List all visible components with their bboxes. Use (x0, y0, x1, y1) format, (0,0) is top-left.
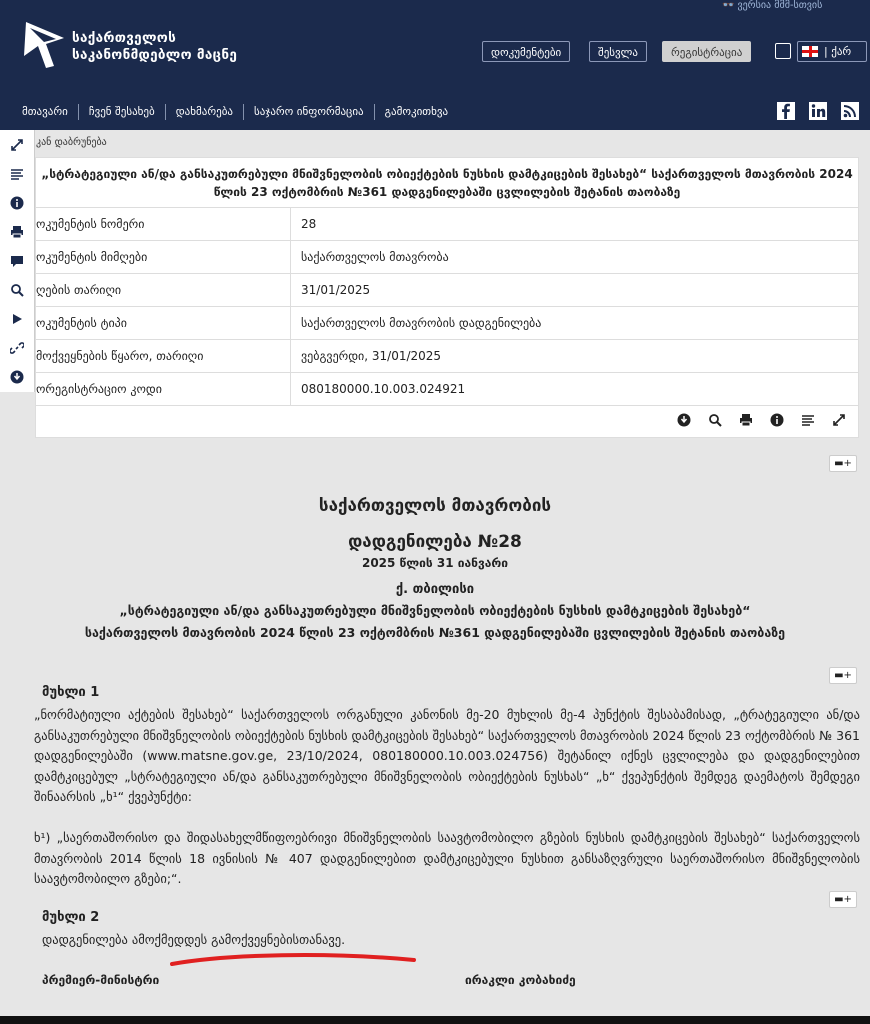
facebook-icon[interactable] (776, 101, 796, 121)
doc-date: 2025 წლის 31 იანვარი (361, 556, 509, 570)
checkbox[interactable] (775, 43, 791, 59)
print-icon[interactable] (730, 405, 761, 435)
meta-value: საქართველოს მთავრობის დადგენილება (291, 307, 859, 340)
table-row (36, 241, 858, 274)
bottom-bar (0, 1016, 870, 1024)
doc-subtitle-1: „სტრატეგიული ან/და განსაკუთრებული მნიშვნელობის ობიექტების ნუსხის დამტკიცების შესახებ“ (119, 603, 751, 618)
play-icon[interactable] (0, 304, 34, 333)
expand-icon[interactable] (0, 130, 34, 159)
register-button[interactable]: რეგისტრაცია (662, 41, 751, 62)
expand-icon[interactable] (823, 405, 854, 435)
rss-icon[interactable] (840, 101, 860, 121)
meta-key: ორეგისტრაციო კოდი (36, 373, 291, 406)
accessibility-link-label: ვერსია მმმ-სთვის (737, 0, 823, 11)
meta-value: 31/01/2025 (291, 274, 859, 307)
table-row (36, 274, 858, 307)
doc-city: ქ. თბილისი (395, 582, 475, 597)
logo-text[interactable] (72, 30, 237, 64)
language-label: | ქარ (824, 45, 852, 58)
search-icon[interactable] (699, 405, 730, 435)
language-selector[interactable] (797, 41, 867, 62)
site-header (0, 0, 870, 130)
meta-key: მოქვეყნების წყარო, თარიღი (36, 340, 291, 373)
download-icon[interactable] (0, 362, 34, 391)
article-2-text: დადგენილება ამოქმედდეს გამოქვეყნებისთანავე. (42, 932, 346, 947)
documents-button[interactable]: დოკუმენტები (482, 41, 570, 62)
list-icon[interactable] (0, 159, 34, 188)
article-1-text: „ნორმატიული აქტების შესახებ“ საქართველოს ორგანული კანონის მე-20 მუხლის მე-4 პუნქტის შესაბამისად, „ტრატეგიული ან/და განსაკუთრებული მნიშვნელობის ობიექტების ნუსხის დამტკიცების შესახებ“ საქართველოს მთავრობის 2024 წლის 23 ოქტომბრის № 361 დადგენილებაში (www.matsne.gov.ge, 23/10/2024, 080180000.10.003.024756) შეტანილ იქნეს ცვლილება და დადგენილებით დამტკიცებულ „სტრატეგიული ან/და განსაკუთრებული მნიშვნელობის ობიექტების ნუსხას“ „ხ“ ქვეპუნქტის შემდეგ დაემატოს შემდეგი შინაარსის „ხ¹“ ქვეპუნქტი: (34, 707, 860, 804)
article-2-heading: მუხლი 2 (42, 910, 100, 925)
meta-key: ოკუმენტის მიმღები (36, 241, 291, 274)
linkedin-icon[interactable] (808, 101, 828, 121)
logo-line1: საქართველოს (72, 30, 177, 46)
back-link[interactable]: კან დაბრუნება (36, 137, 107, 148)
doc-kind: დადგენილება №28 (348, 532, 522, 552)
info-icon[interactable] (0, 188, 34, 217)
table-row (36, 208, 858, 241)
nav-item-home[interactable]: მთავარი (0, 104, 79, 120)
comment-button[interactable]: ▬+ (829, 667, 857, 684)
document-tools (668, 405, 854, 435)
signature-name: ირაკლი კობახიძე (465, 973, 576, 987)
list-icon[interactable] (792, 405, 823, 435)
nav-item-public-info[interactable]: საჯარო ინფორმაცია (244, 104, 375, 120)
georgia-flag-icon (802, 46, 818, 57)
meta-key: ოკუმენტის ნომერი (36, 208, 291, 241)
meta-key: ოკუმენტის ტიპი (36, 307, 291, 340)
print-icon[interactable] (0, 217, 34, 246)
red-underline-annotation (168, 948, 418, 968)
meta-key: ღების თარიღი (36, 274, 291, 307)
meta-value: ვებგვერდი, 31/01/2025 (291, 340, 859, 373)
document-meta-table (36, 208, 858, 406)
document-title: „სტრატეგიული ან/და განსაკუთრებული მნიშვნელობის ობიექტების ნუსხის დამტკიცების შესახებ“ საქართველოს მთავრობის 2024 წლის 23 ოქტომბრის №361 დადგენილებაში ცვლილების შეტანის თაობაზე (36, 158, 858, 208)
glasses-icon: 👓 (722, 0, 735, 11)
comment-icon[interactable] (0, 246, 34, 275)
table-row (36, 340, 858, 373)
table-row (36, 307, 858, 340)
nav-item-about[interactable]: ჩვენ შესახებ (79, 104, 166, 120)
doc-subtitle-2: საქართველოს მთავრობის 2024 წლის 23 ოქტომბრის №361 დადგენილებაში ცვლილების შეტანის თაობაზე (84, 625, 786, 640)
meta-value: 28 (291, 208, 859, 241)
logo-icon[interactable] (20, 18, 68, 70)
link-icon[interactable] (0, 333, 34, 362)
main-nav (0, 96, 458, 128)
signature-title: პრემიერ-მინისტრი (42, 973, 160, 987)
article-1-heading: მუხლი 1 (42, 685, 100, 700)
nav-item-help[interactable]: დახმარება (166, 104, 244, 120)
meta-value: 080180000.10.003.024921 (291, 373, 859, 406)
download-icon[interactable] (668, 405, 699, 435)
doc-issuer: საქართველოს მთავრობის (318, 496, 552, 516)
article-1-quote: ხ¹) „საერთაშორისო და შიდასახელმწიფოებრივი მნიშვნელობის საავტომობილო გზების ნუსხის დამტკიცების შესახებ“ საქართველოს მთავრობის 2014 წლის 18 ივნისის № 407 დადგენილებით დამტკიცებული ნუსხით განსაზღვრული საერთაშორისო მნიშვნელობის საავტომობილო გზები;“. (34, 830, 860, 886)
accessibility-link[interactable] (722, 0, 822, 11)
logo-line2: საკანონმდებლო მაცნე (72, 47, 238, 63)
nav-item-survey[interactable]: გამოკითხვა (384, 105, 449, 118)
comment-button[interactable]: ▬+ (829, 455, 857, 472)
comment-button[interactable]: ▬+ (829, 891, 857, 908)
meta-value: საქართველოს მთავრობა (291, 241, 859, 274)
info-icon[interactable] (761, 405, 792, 435)
side-toolbar (0, 130, 35, 392)
login-button[interactable]: შესვლა (589, 41, 647, 62)
table-row (36, 373, 858, 406)
document-info-card (35, 157, 859, 438)
search-icon[interactable] (0, 275, 34, 304)
